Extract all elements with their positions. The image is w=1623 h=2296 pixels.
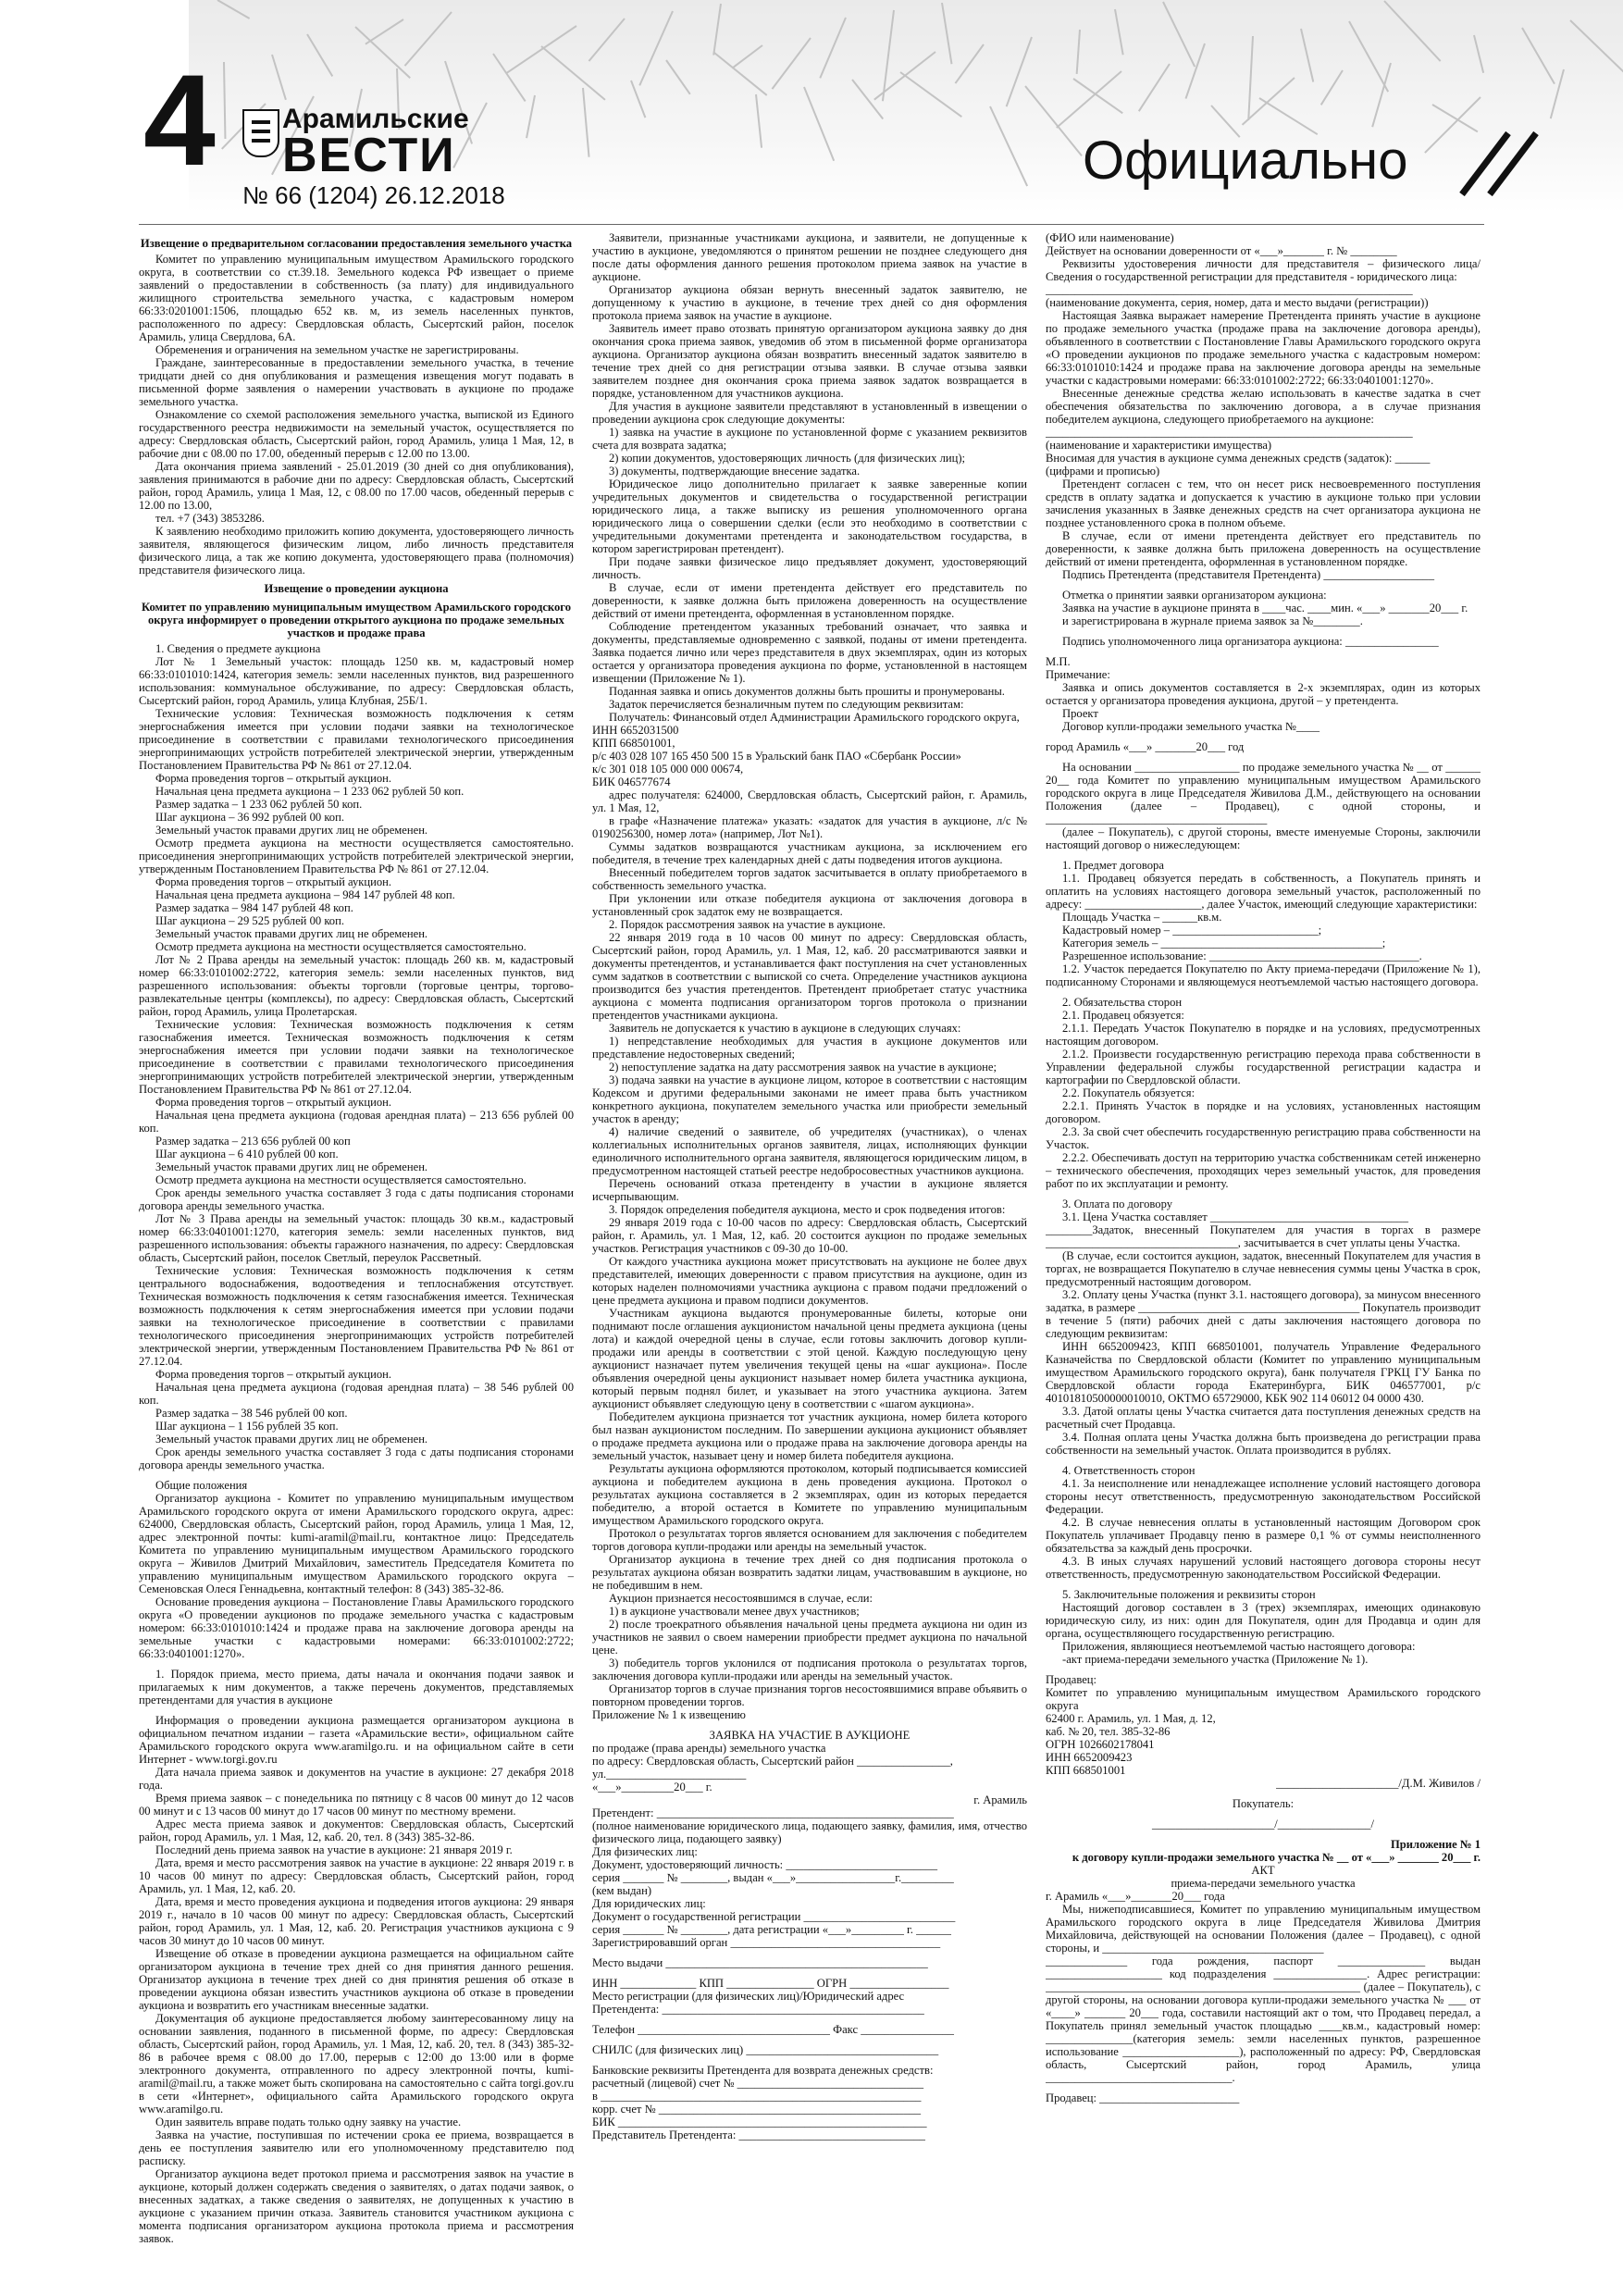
paragraph: При уклонении или отказе победителя аукциона от заключения договора в установленный срок задаток ему не возвращается. — [592, 892, 1027, 918]
pine-needle-decoration — [1024, 85, 1083, 156]
section-label: Общие положения — [155, 1479, 248, 1492]
paragraph: 3. Порядок определения победителя аукциона, место и срок подведения итогов: — [609, 1203, 1006, 1216]
paragraph: р/с 403 028 107 165 450 500 15 в Уральский банк ПАО «Сбербанк России» — [592, 750, 961, 763]
paragraph: Документация об аукционе предоставляется любому заинтересованному лицу на основании заявления, поданного в письменной форме, по адресу: Свердловская область, Сысертский район, город Арамиль, ул. 1 Мая, 12, каб. 20, тел. 8 (343) 385-32-86 в рабочее время с 08.00 до 17.00, перерыв с 12:00 до 13:00 или в форме электронного документа, отправленного по адресу электронной почты, kumi-aramil@mail.ru, а также может быть скопирована на самостоятельно с сайта torgi.gov.ru в сети «Интернет», официального сайта Арамильского городского округа www.aramilgo.ru. — [139, 2012, 574, 2116]
pine-needle-decoration — [526, 95, 536, 139]
paragraph: город Арамиль «___» _______20___ год — [1046, 740, 1245, 753]
form-field: _______________________________________________________________ — [1046, 426, 1413, 439]
paragraph: Осмотр предмета аукциона на местности осуществляется самостоятельно. — [155, 1173, 527, 1186]
paragraph: При подаче заявки физическое лицо предъявляет документ, удостоверяющий личность. — [592, 555, 1027, 581]
pine-needle-decoration — [665, 59, 690, 94]
paragraph: 1. Сведения о предмете аукциона — [155, 642, 321, 655]
auction-heading: Извещение о проведении аукциона — [264, 582, 449, 595]
paragraph: Организатор аукциона в течение трех дней со дня подписания протокола о результатах аукциона обязан возвратить задатки лицам, участвовавшим в аукционе, но не победившим в нем. — [592, 1553, 1027, 1592]
form-field: БИК _____________________________________________________ — [592, 2116, 927, 2128]
paragraph: Организатор аукциона - Комитет по управлению муниципальным имуществом Арамильского городского округа от имени Арамильского городского округа, адрес: 624000, Свердловская область, Сысертский район, город Арамиль, улица 1 Мая, 12, адрес электронной почты: kumi-aramil@mail.ru, контактное лицо: Председатель Комитета по управлению муниципальным имуществом Арамильского городского округа – Живилов Дмитрий Михайлович, заместитель Председателя Комитета по управлению муниципальным имуществом Арамильского городского округа – Семеновская Олеся Геннадьевна, контактный телефон: 8 (343) 385-32-86. — [139, 1492, 574, 1595]
paragraph: Шаг аукциона – 36 992 рублей 00 коп. — [155, 811, 344, 824]
paragraph: Для юридических лиц: — [592, 1897, 706, 1910]
pine-needle-decoration — [1162, 2, 1196, 68]
paragraph: Организатор аукциона обязан вернуть внесенный задаток заявителю, не допущенному к участию в аукционе, в течение трех дней со дня оформления протокола приема заявок на участие в аукционе. — [592, 283, 1027, 322]
paragraph: 4. Ответственность сторон — [1062, 1464, 1196, 1477]
paragraph: ИНН 6652009423, КПП 668501001, получатель Управление Федерального Казначейства по Свердловской области (Комитет по управлению муниципальным имуществом Арамильского городского округа), банк получателя ГРКЦ ГУ Банка по Свердловской области города Екатеринбурга, БИК 046577001, р/с 40101810500000010010, ОКТМО 65729000, КБК 902 114 06012 04 0000 430. — [1046, 1340, 1481, 1405]
paragraph: Время приема заявок – с понедельника по пятницу с 8 часов 00 минут до 12 часов 00 минут и с 13 часов 00 минут до 17 часов 00 минут по местному времени. — [139, 1792, 574, 1818]
paragraph: по продаже (права аренды) земельного участка — [592, 1742, 826, 1755]
paragraph: 2) после троекратного объявления начальной цены предмета аукциона ни один из участников не заявил о своем намерении приобрести предмет аукциона по начальной цене. — [592, 1618, 1027, 1657]
paragraph: 3.2. Оплату цены Участка (пункт 3.1. настоящего договора), за минусом внесенного задатка, в размере ______________________________________ Покупатель производит в течение 5 (пяти) рабочих дней с даты заключения настоящего договора по следующим реквизитам: — [1046, 1288, 1481, 1340]
header-rule — [139, 224, 1484, 225]
signature-line: _____________________/________________/ — [1152, 1818, 1374, 1831]
paragraph: Заявитель имеет право отозвать принятую организатором аукциона заявку до дня окончания срока приема заявок, уведомив об этом в письменной форме организатора аукциона. Организатор аукциона обязан возвратить внесенный задаток заявителю в течение трех дней со дня регистрации отзыва заявки. В случае отзыва заявки заявителем позднее дня окончания срока приема заявок задаток возвращается в порядке, установленном для участников аукциона. — [592, 322, 1027, 400]
paragraph: Начальная цена предмета аукциона – 984 147 рублей 48 коп. — [155, 888, 455, 901]
paragraph: Размер задатка – 1 233 062 рублей 50 коп. — [155, 798, 363, 811]
paragraph: К заявлению необходимо приложить копию документа, удостоверяющего личность заявителя, являющегося физическим лицом, либо личность представителя физического лица, а так же копию документа, удостоверяющего права (полномочия) представителя физического лица. — [139, 525, 574, 577]
pine-needle-decoration — [899, 71, 962, 118]
pine-needle-decoration — [223, 62, 226, 139]
paragraph: Действует на основании доверенности от «___»_______ г. № ________ — [1046, 244, 1397, 257]
paragraph: 2. Обязательства сторон — [1062, 996, 1183, 1009]
pine-needle-decoration — [819, 18, 847, 79]
paragraph: Основание проведения аукциона – Постановление Главы Арамильского городского округа «О проведении аукционов по продаже земельного участка с кадастровым номером: 66:33:0101010:1424 и продаже права на заключение договора аренды на земельные участки с кадастровыми номерами: 66:33:0101002:2722; 66:33:0401001:1270». — [139, 1595, 574, 1660]
paragraph: Начальная цена предмета аукциона – 1 233 062 рублей 50 коп. — [155, 785, 465, 798]
paragraph: Для физических лиц: — [592, 1845, 698, 1858]
paragraph: КПП 668501001, — [592, 737, 675, 750]
pine-needle-decoration — [1076, 30, 1081, 74]
issue-number-date: № 66 (1204) 26.12.2018 — [242, 181, 505, 209]
paragraph: Реквизиты удостоверения личности для представителя – физического лица/ Сведения о государственной регистрации для представителя - юридического лица: — [1046, 257, 1481, 283]
paragraph: Срок аренды земельного участка составляет 3 года с даты подписания сторонами договора аренды земельного участка. — [139, 1446, 574, 1471]
paragraph: Дата, время и место проведения аукциона и подведения итогов аукциона: 29 января 2019 г., начало в 10 часов 00 минут по адресу: Свердловская область, Сысертский район, город Арамиль, ул. 1 Мая, 12, каб. 20. Регистрация участников аукциона с 9 часов 30 минут до 10 часов 00 минут. — [139, 1895, 574, 1947]
paragraph: 3.3. Датой оплаты цены Участка считается дата поступления денежных средств на расчетный счет Продавца. — [1046, 1405, 1481, 1431]
pine-needle-decoration — [1521, 28, 1555, 85]
paragraph: Место регистрации (для физических лиц)/Юридический адрес — [592, 1990, 905, 2003]
paragraph: От каждого участника аукциона может присутствовать на аукционе не более двух представителей, имеющих доверенности с правом присутствия на аукционе, один из которых наделен полномочиями участника аукциона с правом подачи предложений о цене предмета аукциона и правом подписи документов. — [592, 1255, 1027, 1307]
article-columns — [139, 231, 1484, 2267]
form-field: ИНН _____________ КПП _______________ ОГРН _________________ — [592, 1977, 949, 1990]
pine-needle-decoration — [1431, 104, 1478, 132]
pine-needle-decoration — [803, 87, 835, 161]
pine-needle-decoration — [630, 81, 646, 118]
paragraph: Результаты аукциона оформляются протоколом, который подписывается комиссией аукциона и победителем аукциона в день проведения аукциона. Протокол о результатах аукциона составляется в 2 экземплярах, один из которых передается победителю, а второй остается в Комитете по управлению муниципальным имуществом Арамильского городского округа. — [592, 1462, 1027, 1527]
paragraph: ИНН 6652031500 — [592, 724, 679, 737]
paragraph: 29 января 2019 года с 10-00 часов по адресу: Свердловская область, Сысертский район, г. Арамиль, ул. 1 Мая, 12, каб. 20 состоится аукцион по продаже земельных участков. Регистрация участников с 09-30 до 10-00. — [592, 1216, 1027, 1255]
paragraph: Площадь Участка – ______кв.м. — [1062, 911, 1222, 924]
paragraph: 2.2.1. Принять Участок в порядке и на условиях, установленных настоящим договором. — [1046, 1099, 1481, 1125]
appendix-label: к договору купли-продажи земельного участка № __ от «___» _______ 20___ г. — [1072, 1851, 1481, 1864]
paragraph: 4) наличие сведений о заявителе, об учредителях (участниках), о членах коллегиальных исполнительных органов заявителя, лицах, исполняющих функции единоличного исполнительного органа заявителя, являющегося юридическим лицом, в предусмотренном настоящей статьей реестре недобросовестных участников аукциона. — [592, 1125, 1027, 1177]
paragraph: Последний день приема заявок на участие в аукционе: 21 января 2019 г. — [155, 1843, 513, 1856]
form-field: расчетный (лицевой) счет № ________________________________ — [592, 2077, 924, 2090]
paragraph: Шаг аукциона – 6 410 рублей 00 коп. — [155, 1148, 339, 1160]
paragraph: (далее – Покупатель), с другой стороны, вместе именуемые Стороны, заключили настоящий договор о нижеследующем: — [1046, 825, 1481, 851]
paragraph: Аукцион признается несостоявшимся в случае, если: — [609, 1592, 873, 1605]
paragraph: ______________ года рождения, паспорт _______________ выдан ____________________ код подразделения ________________. Адрес регистрации: ______________________________________________________ (далее – Покупатель), с другой стороны, на основании договора купли-продажи земельного участка № ___ от «____» _______ 20___ года, составили настоящий акт о том, что Продавец передал, а Покупатель принял земельный участок площадью ____кв.м., кадастровый номер: _______________(категория земель: земли населенных пунктов, разрешенное использование ____________________), расположенный по адресу: РФ, Свердловская область, Сысертский район, город Арамиль, улица ________________________________. — [1046, 1955, 1481, 2084]
paragraph: Срок аренды земельного участка составляет 3 года с даты подписания сторонами договора аренды земельного участка. — [139, 1186, 574, 1212]
paragraph: (кем выдан) — [592, 1884, 652, 1897]
paragraph: 1. Порядок приема, место приема, даты начала и окончания подачи заявок и прилагаемых к ним документов, а также перечень документов, представляемых претендентами для участия в аукционе — [139, 1668, 574, 1706]
paragraph: Информация о проведении аукциона размещается организатором аукциона в официальном печатном издании – газета «Арамильские вести», официальном сайте Арамильского городского округа www.aramilgo.ru. и на официальном сайте в сети Интернет - www.torgi.gov.ru — [139, 1714, 574, 1766]
paragraph: Размер задатка – 984 147 рублей 48 коп. — [155, 901, 353, 914]
pine-needle-decoration — [772, 37, 812, 89]
paragraph: Размер задатка – 38 546 рублей 00 коп. — [155, 1407, 348, 1420]
paragraph: Перечень оснований отказа претенденту в участии в аукционе является исчерпывающим. — [592, 1177, 1027, 1203]
paragraph: Граждане, заинтересованные в предоставлении земельного участка, в течение тридцати дней со дня опубликования и размещения извещения могут подавать в письменной форме заявления о намерении участвовать в аукционе по продаже земельного участка. — [139, 356, 574, 408]
paragraph: 2.2.2. Обеспечивать доступ на территорию участка собственникам сетей инженерно – технического обеспечения, проходящих через земельный участок, для проведения работ по их эксплуатации и ремонту. — [1046, 1151, 1481, 1190]
act-title: АКТ — [1251, 1864, 1275, 1877]
paragraph: Форма проведения торгов – открытый аукцион. — [155, 875, 392, 888]
paragraph: Разрешенное использование: ____________________________________. — [1062, 949, 1422, 962]
paragraph: адрес получателя: 624000, Свердловская область, Сысертский район, г. Арамиль, ул. 1 Мая, 12, — [592, 788, 1027, 814]
form-field: СНИЛС (для физических лиц) _________________________________ — [592, 2043, 939, 2056]
paragraph: 2) непоступление задатка на дату рассмотрения заявок на участие в аукционе; — [609, 1061, 997, 1074]
paragraph: Кадастровый номер – _________________________; — [1062, 924, 1322, 937]
pine-needle-decoration — [1300, 29, 1314, 82]
paragraph: (наименование и характеристики имущества) — [1046, 439, 1272, 452]
paragraph: Размер задатка – 213 656 рублей 00 коп — [155, 1135, 351, 1148]
paragraph: В случае, если от имени претендента действует его представитель по доверенности, к заявке должна быть приложена доверенность на осуществление действий от имени претендента, оформленная в установленном порядке. — [1046, 529, 1481, 568]
form-field: Зарегистрировавший орган ____________________________________ — [592, 1936, 941, 1949]
pine-needle-decoration — [851, 79, 884, 119]
paragraph: (наименование документа, серия, номер, дата и место выдачи (регистрации)) — [1046, 296, 1429, 309]
paragraph: 3. Оплата по договору — [1062, 1198, 1172, 1210]
paragraph: 2.3. За свой счет обеспечить государственную регистрацию права собственности на Участок. — [1046, 1125, 1481, 1151]
paragraph: 2.2. Покупатель обязуется: — [1062, 1086, 1196, 1099]
paragraph: г. Арамиль «___»_______20___ года — [1046, 1890, 1225, 1903]
pine-needle-decoration — [713, 52, 767, 95]
paragraph: Категория земель – ______________________________________; — [1062, 937, 1386, 949]
paragraph: Один заявитель вправе подать только одну заявку на участие. — [155, 2116, 462, 2128]
pine-needle-decoration — [732, 44, 763, 68]
pine-needle-decoration — [588, 18, 626, 61]
paragraph: Технические условия: Техническая возможность подключения к сетям энергоснабжения имеется при условии подачи заявки на технологическое присоединение в соответствии с правилами технологического присоединения энергопринимающих устройств потребителей электрической энергии, утвержденным Постановлением Правительства РФ № 861 от 27.12.04. — [139, 707, 574, 772]
paragraph: Примечание: — [1046, 668, 1110, 681]
paragraph: Заявка на участие, поступившая по истечении срока ее приема, возвращается в день ее поступления заявителю или его уполномоченному представителю под расписку. — [139, 2128, 574, 2167]
paragraph: Настоящий договор составлен в 3 (трех) экземплярах, имеющих одинаковую юридическую силу, из них: один для Покупателя, один для Продавца и один для органа, осуществляющего государственную регистрацию. — [1046, 1601, 1481, 1640]
paragraph: Технические условия: Техническая возможность подключения к сетям центрального водоснабжения, водоотведения и теплоснабжения отсутствует. Техническая возможность подключения к сетям газоснабжения имеется. Техническая возможность подключения к сетям энергоснабжения имеется при условии подачи заявки на технологическое присоединение в соответствии с правилами технологического присоединения энергопринимающих устройств потребителей электрической энергии, утвержденным Постановлением Правительства РФ № 861 от 27.12.04. — [139, 1264, 574, 1368]
paragraph: 1. Предмет договора — [1062, 859, 1164, 872]
paragraph: 2.1.2. Произвести государственную регистрацию перехода права собственности в Управлении федеральной службы государственной регистрации кадастра и картографии по Свердловской области. — [1046, 1048, 1481, 1086]
paragraph: Продавец: — [1046, 1673, 1097, 1686]
paragraph: Банковские реквизиты Претендента для возврата денежных средств: — [592, 2064, 934, 2077]
pine-needle-decoration — [1320, 69, 1344, 105]
paragraph: тел. +7 (343) 3853286. — [155, 512, 265, 525]
pine-needle-decoration — [582, 88, 590, 157]
paragraph: Для участия в аукционе заявители представляют в установленный в извещении о проведении аукциона срок следующие документы: — [592, 400, 1027, 426]
paragraph: Адрес места приема заявок и документов: Свердловская область, Сысертский район, город Арамиль, ул. 1 Мая, 12, каб. 20, тел. 8 (343) 385-32-86. — [139, 1818, 574, 1843]
paragraph: Договор купли-продажи земельного участка №____ — [1062, 720, 1320, 733]
paragraph: Земельный участок правами других лиц не обременен. — [155, 1433, 428, 1446]
section-title: Официально — [1083, 130, 1408, 191]
paragraph: Претендент согласен с тем, что он несет риск несвоевременного поступления средств в оплату задатка и допускается к участию в аукционе только при условии зачисления указанных в Заявке денежных средств на счет организатора аукциона не позднее установленного срока в полном объеме. — [1046, 478, 1481, 529]
paragraph: -акт приема-передачи земельного участка (Приложение № 1). — [1062, 1653, 1369, 1666]
paragraph: (ФИО или наименование) — [1046, 231, 1174, 244]
paragraph: 4.1. За неисполнение или ненадлежащее исполнение условий настоящего договора стороны несут ответственность, предусмотренную законодательством Российской Федерации. — [1046, 1477, 1481, 1516]
paragraph: Земельный участок правами других лиц не обременен. — [155, 927, 428, 940]
pine-needle-decoration — [1348, 21, 1389, 93]
paragraph: Настоящая Заявка выражает намерение Претендента принять участие в аукционе по продаже земельного участка (продаже права на заключение договора аренды), объявленного в соответствии с Постановление Главы Арамильского городского округа «О проведении аукционов по продаже земельного участка с кадастровым номером: 66:33:0101010:1424 и продаже права на заключение договора аренды на земельные участки с кадастровыми номерами: 66:33:0101002:2722; 66:33:0401001:1270». — [1046, 309, 1481, 387]
paragraph: Дата, время и место рассмотрения заявок на участие в аукционе: 22 января 2019 г. в 10 часов 00 минут по адресу: Свердловская область, Сысертский район, город Арамиль, ул. 1 Мая, 12, каб. 20. — [139, 1856, 574, 1895]
paragraph: Шаг аукциона – 29 525 рублей 00 коп. — [155, 914, 344, 927]
paragraph: ИНН 6652009423 — [1046, 1751, 1133, 1764]
pine-needle-decoration — [1138, 63, 1171, 111]
paragraph: 2.1.1. Передать Участок Покупателю в порядке и на условиях, предусмотренных настоящим договором. — [1046, 1022, 1481, 1048]
paragraph: Земельный участок правами других лиц не обременен. — [155, 1160, 428, 1173]
pine-needle-decoration — [755, 94, 762, 148]
paragraph: и зарегистрирована в журнале приема заявок за №________. — [1062, 614, 1363, 627]
pine-needle-decoration — [1056, 70, 1122, 129]
paragraph: Получатель: Финансовый отдел Администрации Арамильского городского округа, — [609, 711, 1020, 724]
paragraph: Отметка о принятии заявки организатором аукциона: — [1062, 589, 1327, 602]
paragraph: 4.3. В иных случаях нарушений условий настоящего договора стороны несут ответственность, предусмотренную законодательством Российской Федерации. — [1046, 1555, 1481, 1581]
form-field: Телефон _________________________________ Факс ________________ — [592, 2023, 954, 2036]
form-field: Претендент: ___________________________________________________ — [592, 1806, 954, 1819]
paragraph: Соблюдение претендентом указанных требований означает, что заявка и документы, представляемые одновременно с заявкой, поданы от имени претендента. Заявка подается лично или через представителя в двух экземплярах, один из которых остается у организатора проведения аукциона по форме, установленной в настоящем извещении (Приложение № 1). — [592, 620, 1027, 685]
paragraph: Заявители, признанные участниками аукциона, и заявители, не допущенные к участию в аукционе, уведомляются о принятом решении не позднее следующего дня после даты оформления данного решения протоколом приема заявок на участие в аукционе. — [592, 231, 1027, 283]
paragraph: 2) копии документов, удостоверяющих личность (для физических лиц); — [609, 452, 966, 465]
pine-needle-decoration — [306, 33, 333, 76]
form-field: Документ о государственной регистрации __________________________ — [592, 1910, 956, 1923]
paragraph: Форма проведения торгов – открытый аукцион. — [155, 772, 392, 785]
paragraph: ОГРН 1026602178041 — [1046, 1738, 1155, 1751]
pine-needle-decoration — [638, 11, 674, 86]
form-field: в _______________________________________________________ — [592, 2090, 922, 2103]
paragraph: 1.2. Участок передается Покупателю по Акту приема-передачи (Приложение № 1), подписанному Сторонами и являющемуся неотъемлемой частью настоящего договора. — [1046, 962, 1481, 988]
double-slash-icon — [1443, 131, 1555, 196]
paragraph: Заявка и опись документов составляется в 2-х экземплярах, один из которых остается у организатора проведения аукциона, другой – у претендента. — [1046, 681, 1481, 707]
appendix-label: Приложение № 1 к извещению — [592, 1708, 746, 1721]
paragraph: 2.1. Продавец обязуется: — [1062, 1009, 1184, 1022]
paragraph: к/с 301 018 105 000 000 00674, — [592, 763, 744, 776]
paragraph: г. Арамиль — [973, 1793, 1027, 1806]
paragraph: Приложения, являющиеся неотъемлемой частью настоящего договора: — [1062, 1640, 1416, 1653]
paragraph: 3.4. Полная оплата цены Участка должна быть произведена до регистрации права собственности на земельный участок. Оплата производится в рублях. — [1046, 1431, 1481, 1457]
paragraph: 1) непредставление необходимых для участия в аукционе документов или представление недостоверных сведений; — [592, 1035, 1027, 1061]
paragraph: 4.2. В случае невнесения оплаты в установленный настоящим Договором срок Покупатель уплачивает Продавцу пеню в размере 0,1 % от суммы неисполненного обязательства за каждый день просрочки. — [1046, 1516, 1481, 1555]
paragraph: каб. № 20, тел. 385-32-86 — [1046, 1725, 1171, 1738]
paragraph: На основании __________________ по продаже земельного участка № __ от ______ 20__ года Комитет по управлению муниципальным имуществом Арамильского городского округа в лице Председателя Живилова Д.М., действующего на основании Положения (далее – Продавец), с одной стороны, и ______________________________________ — [1046, 761, 1481, 825]
pine-needle-decoration — [1473, 35, 1484, 73]
page-number: 4 — [143, 47, 216, 192]
pine-needle-decoration — [1072, 78, 1122, 114]
paragraph: Осмотр предмета аукциона на местности осуществляется самостоятельно. присоединения энергопринимающих устройств потребителей электрической энергии, утвержденным Постановлением Правительства РФ № 861 от 27.12.04. — [139, 837, 574, 875]
paragraph: 1) в аукционе участвовали менее двух участников; — [609, 1605, 860, 1618]
paragraph: 1.1. Продавец обязуется передать в собственность, а Покупатель принять и оплатить на условиях настоящего договора земельный участок, расположенный по адресу: ____________________, далее Участок, имеющий следующие характеристики: — [1046, 872, 1481, 911]
pine-needle-decoration — [1550, 69, 1565, 119]
pine-needle-decoration — [354, 26, 411, 79]
pine-needle-decoration — [365, 19, 403, 44]
appendix-label: Приложение № 1 — [1390, 1838, 1481, 1851]
pine-needle-decoration — [712, 4, 722, 56]
pine-needle-decoration — [955, 43, 985, 83]
paragraph: Лот № 1 Земельный участок: площадь 1250 кв. м, кадастровый номер 66:33:0101010:1424, категория земель: земли населенных пунктов, вид разрешенного использования: коммунальное обслуживание, по адресу: Свердловская область, Сысертский район, город Арамиль, улица Клубная, 25Б/1. — [139, 655, 574, 707]
paragraph: Осмотр предмета аукциона на местности осуществляется самостоятельно. — [155, 940, 527, 953]
signature-line: _____________________/Д.М. Живилов / — [1276, 1777, 1481, 1790]
paragraph: 5. Заключительные положения и реквизиты сторон — [1062, 1588, 1316, 1601]
masthead — [0, 0, 1623, 217]
paragraph: Технические условия: Техническая возможность подключения к сетям газоснабжения имеется. Техническая возможность подключения к сетям энергоснабжения имеется при условии подачи заявки на технологическое присоединение в соответствии с правилами технологического присоединения энергопринимающих устройств потребителей электрической энергии, утвержденным Постановлением Правительства РФ № 861 от 27.12.04. — [139, 1018, 574, 1096]
paragraph: 3) победитель торгов уклонился от подписания протокола о результатах торгов, заключения договора купли-продажи или аренды на земельный участок. — [592, 1657, 1027, 1682]
paragraph: Продавец: ________________________ — [1046, 2091, 1240, 2104]
paragraph: Форма проведения торгов – открытый аукцион. — [155, 1368, 392, 1381]
paragraph: Лот № 3 Права аренды на земельный участок: площадь 30 кв.м., кадастровый номер 66:33:0401001:1270, категория земель: земли населенных пунктов, вид разрешенного использования: объекты гаражного назначения, по адресу: Свердловская область, Сысертский район, поселок Светлый, переулок Рассветный. — [139, 1212, 574, 1264]
pine-needle-decoration — [941, 3, 952, 64]
form-field: Документ, удостоверяющий личность: __________________________ — [592, 1858, 938, 1871]
paragraph: ________Задаток, внесенный Покупателем для участия в торгах в размере _________________________________, засчитывается в счет уплаты цены Участка. — [1046, 1223, 1481, 1249]
paragraph: 3) подача заявки на участие в аукционе лицом, которое в соответствии с настоящим Кодексом и другими федеральными законами не имеет права быть участником конкретного аукциона, покупателем земельного участка или приобрести земельный участок в аренду; — [592, 1074, 1027, 1125]
column-2 — [592, 231, 1027, 2267]
paragraph: Форма проведения торгов – открытый аукцион. — [155, 1096, 392, 1109]
paragraph: по адресу: Свердловская область, Сысертский район ________________, — [592, 1755, 953, 1768]
paragraph: КПП 668501001 — [1046, 1764, 1126, 1777]
paragraph: 2. Порядок рассмотрения заявок на участие в аукционе. — [609, 918, 886, 931]
paragraph: Подпись уполномоченного лица организатора аукциона: ________________ — [1062, 635, 1439, 648]
pine-needle-decoration — [1569, 19, 1623, 84]
newspaper-name-top: Арамильские — [282, 104, 469, 134]
auction-subheading: Комитет по управлению муниципальным имуществом Арамильского городского округа информирует о проведении открытого аукциона по продаже земельных участков и продаже права — [142, 601, 571, 639]
pine-needle-decoration — [492, 53, 526, 102]
pine-needle-decoration — [1006, 37, 1033, 107]
form-field: _______________________________________________________________ — [1046, 283, 1413, 296]
paragraph: Внесенные денежные средства желаю использовать в качестве задатка в счет обеспечения обязательства по заключению договора, а в случае признания победителем аукциона, следующего приобретаемого на аукционе: — [1046, 387, 1481, 426]
paragraph: Организатор торгов в случае признания торгов несостоявшимися вправе объявить о повторном проведении торгов. — [592, 1682, 1027, 1708]
paragraph: Заявка на участие в аукционе принята в ____час. ____мин. «___» _______20___ г. — [1062, 602, 1468, 614]
paragraph: 62400 г. Арамиль, ул. 1 Мая, д. 12, — [1046, 1712, 1216, 1725]
form-field: корр. счет № _____________________________________________ — [592, 2103, 922, 2116]
paragraph: 3.1. Цена Участка составляет __________________________________ — [1062, 1210, 1409, 1223]
paragraph: Шаг аукциона – 1 156 рублей 35 коп. — [155, 1420, 339, 1433]
form-field: Претендента: _____________________________________________ — [592, 2003, 924, 2016]
paragraph: Заявитель не допускается к участию в аукционе в следующих случаях: — [609, 1022, 961, 1035]
paragraph: (полное наименование юридического лица, подающего заявку, фамилия, имя, отчество физического лица, подающего заявку) — [592, 1819, 1027, 1845]
paragraph: Дата начала приема заявок и документов на участие в аукционе: 27 декабря 2018 года. — [139, 1766, 574, 1792]
paragraph: «___»_________20___ г. — [592, 1781, 712, 1793]
paragraph: Покупатель: — [1232, 1797, 1295, 1810]
paragraph: Начальная цена предмета аукциона (годовая арендная плата) – 213 656 рублей 00 коп. — [139, 1109, 574, 1135]
pine-needle-decoration — [404, 11, 452, 66]
paragraph: Победителем аукциона признается тот участник аукциона, номер билета которого был назван аукционистом последним. По завершении аукциона аукционист объявляет о продаже предмета аукциона или о продаже права на заключение договора аренды на земельный участок, называет цену и номер билета победителя аукциона. — [592, 1410, 1027, 1462]
paragraph: 1) заявка на участие в аукционе по установленной форме с указанием реквизитов счета для возврата задатка; — [592, 426, 1027, 452]
act-subtitle: приема-передачи земельного участка — [1171, 1877, 1356, 1890]
pine-needle-decoration — [1247, 36, 1254, 120]
form-field: Место выдачи _____________________________________________ — [592, 1956, 928, 1969]
paragraph: (В случае, если состоится аукцион, задаток, внесенный Покупателем для участия в торгах, не возвращается Покупателю в случае невнесения суммы цены Участка в срок, предусмотренный настоящим договором. — [1046, 1249, 1481, 1288]
paragraph: в графе «Назначение платежа» указать: «задаток для участия в аукционе, л/с № 0190256300, номер лота» (например, Лот №1). — [592, 814, 1027, 840]
paragraph: Проект — [1062, 707, 1098, 720]
paragraph: Дата окончания приема заявлений - 25.01.2019 (30 дней со дня опубликования), заявления принимаются в рабочие дни по адресу: Свердловская область, Сысертский район, город Арамиль, улица 1 Мая, 12, с 08.00 по 17.00 часов, обеденный перерыв с 12.00 по 13.00, — [139, 460, 574, 512]
paragraph: Юридическое лицо дополнительно прилагает к заявке заверенные копии учредительных документов и свидетельства о государственной регистрации юридического лица, а также выписку из решения уполномоченного органа юридического лица о совершении сделки (если это необходимо в соответствии с учредительными документами претендента и законодательством государства, в котором зарегистрирован претендент). — [592, 478, 1027, 555]
coat-of-arms-icon — [242, 109, 279, 157]
paragraph: Организатор аукциона ведет протокол приема и рассмотрения заявок на участие в аукционе, который должен содержать сведения о заявителях, о датах подачи заявок, о внесенных задатках, а также сведения о заявителях, не допущенных к участию в аукционе с указанием причин отказа. Заявитель становится участником аукциона с момента подписания организатором аукциона протокола приема и рассмотрения заявок. — [139, 2167, 574, 2245]
paragraph: Комитет по управлению муниципальным имуществом Арамильского городского округа — [1046, 1686, 1481, 1712]
paragraph: Внесенный победителем торгов задаток засчитывается в оплату приобретаемого в собственность земельного участка. — [592, 866, 1027, 892]
pine-needle-decoration — [217, 0, 251, 19]
pine-needle-decoration — [271, 55, 287, 100]
form-field: серия _______ № ________, выдан «___»_________________г._________ — [592, 1871, 954, 1884]
column-3 — [1046, 231, 1481, 2267]
pine-needle-decoration — [1383, 0, 1441, 61]
paragraph: Комитет по управлению муниципальным имуществом Арамильского городского округа, в соответствии со ст.39.18. Земельного кодекса РФ извещает о приеме заявлений о предоставлении в собственность (за плату) для индивидуального жилищного строительства земельного участка, с кадастровым номером 66:33:0201001:1506, площадью 652 кв. м, из земель населенных пунктов, расположенного по адресу: Свердловская область, Сысертский район, поселок Арамиль, улица Свердлова, 6А. — [139, 253, 574, 343]
paragraph: Протокол о результатах торгов является основанием для заключения с победителем торгов договора купли-продажи или аренды на земельный участок. — [592, 1527, 1027, 1553]
paragraph: Вносимая для участия в аукционе сумма денежных средств (задаток): ______ — [1046, 452, 1431, 465]
newspaper-name-main: ВЕСТИ — [282, 129, 456, 182]
paragraph: Начальная цена предмета аукциона (годовая арендная плата) – 38 546 рублей 00 коп. — [139, 1381, 574, 1407]
paragraph: Ознакомление со схемой расположения земельного участка, выпиской из Единого государственного реестра недвижимости на земельный участок, осуществляется по адресу: Свердловская область, Сысертский район, город Арамиль, улица 1 Мая, 12, в рабочие дни с 08.00 по 17.00, обеденный перерыв с 12.00 по 13.00. — [139, 408, 574, 460]
pine-needle-decoration — [1371, 63, 1392, 128]
paragraph: Мы, нижеподписавшиеся, Комитет по управлению муниципальным имуществом Арамильского городского округа в лице Председателя Живилова Дмитрия Михайловича, действующей на основании Положения (далее – Продавец), с одной стороны, и ______________________________________ — [1046, 1903, 1481, 1955]
paragraph: Суммы задатков возвращаются участникам аукциона, за исключением его победителя, в течение трех календарных дней с даты подведения итогов аукциона. — [592, 840, 1027, 866]
paragraph: Участникам аукциона выдаются пронумерованные билеты, которые они поднимают после оглашения аукционистом начальной цены предмета аукциона (цены лота) и каждой очередной цены в случае, если готовы заключить договор купли-продажи или аренды в соответствии с этой ценой. Каждую последующую цену аукционист назначает путем увеличения текущей цены на «шаг аукциона». После объявления очередной цены аукционист называет номер билета участника аукциона, который первым поднял билет, и указывает на этого участника аукциона. Затем аукционист объявляет следующую цену в соответствии с «шагом аукциона». — [592, 1307, 1027, 1410]
notice-heading: Извещение о предварительном согласовании предоставления земельного участка — [140, 237, 573, 250]
paragraph: Задаток перечисляется безналичным путем по следующим реквизитам: — [609, 698, 964, 711]
paragraph: 3) документы, подтверждающие внесение задатка. — [609, 465, 861, 478]
form-field: Представитель Претендента: ________________________________ — [592, 2128, 925, 2141]
paragraph: М.П. — [1046, 655, 1071, 668]
form-field: серия _______ № ________, дата регистрации «___»_________ г. ______ — [592, 1923, 951, 1936]
paragraph: Подпись Претендента (представителя Претендента) ___________________ — [1062, 568, 1435, 581]
column-1 — [139, 231, 574, 2267]
paragraph: (цифрами и прописью) — [1046, 465, 1160, 478]
paragraph: 22 января 2019 года в 10 часов 00 минут по адресу: Свердловская область, Сысертский район, город Арамиль, ул. 1 Мая, 12, каб. 20 рассматриваются заявки и документы претендентов, и устанавливается факт поступления на счет установленных сумм задатков в соответствии с выпиской со счета. Определение участников аукциона производится без участия претендентов. Претендент приобретает статус участника аукциона с момента подписания организатором торгов протокола о признании претендентов участниками аукциона. — [592, 931, 1027, 1022]
pine-needle-decoration — [989, 106, 1028, 187]
paragraph: БИК 046577674 — [592, 776, 671, 788]
paragraph: Лот № 2 Права аренды на земельный участок: площадь 260 кв. м, кадастровый номер 66:33:0101002:2722, категория земель: земли населенных пунктов, вид разрешенного использования: объекты торговли (торговые центры, торгово-развлекательные центры (комплексы), по адресу: Свердловская область, Сысертский район, город Арамиль, улица Пролетарская. — [139, 953, 574, 1018]
paragraph: ул.________________________ — [592, 1768, 747, 1781]
form-title: ЗАЯВКА НА УЧАСТИЕ В АУКЦИОНЕ — [709, 1729, 911, 1742]
paragraph: Обременения и ограничения на земельном участке не зарегистрированы. — [155, 343, 519, 356]
pine-needle-decoration — [1114, 9, 1124, 56]
paragraph: Извещение об отказе в проведении аукциона размещается на официальном сайте организатором аукциона в течение трех дней со дня принятия данного решения. Организатор аукциона в течение трех дней со дня принятия решения об отказе в проведении аукциона обязан известить участников аукциона об отказе в проведении аукциона и возвратить его участникам внесенные задатки. — [139, 1947, 574, 2012]
paragraph: Поданная заявка и опись документов должны быть прошиты и пронумерованы. — [609, 685, 1005, 698]
paragraph: В случае, если от имени претендента действует его представитель по доверенности, к заявке должна быть приложена доверенность на осуществление действий от имени претендента, оформленная в установленном порядке. — [592, 581, 1027, 620]
paragraph: Земельный участок правами других лиц не обременен. — [155, 824, 428, 837]
